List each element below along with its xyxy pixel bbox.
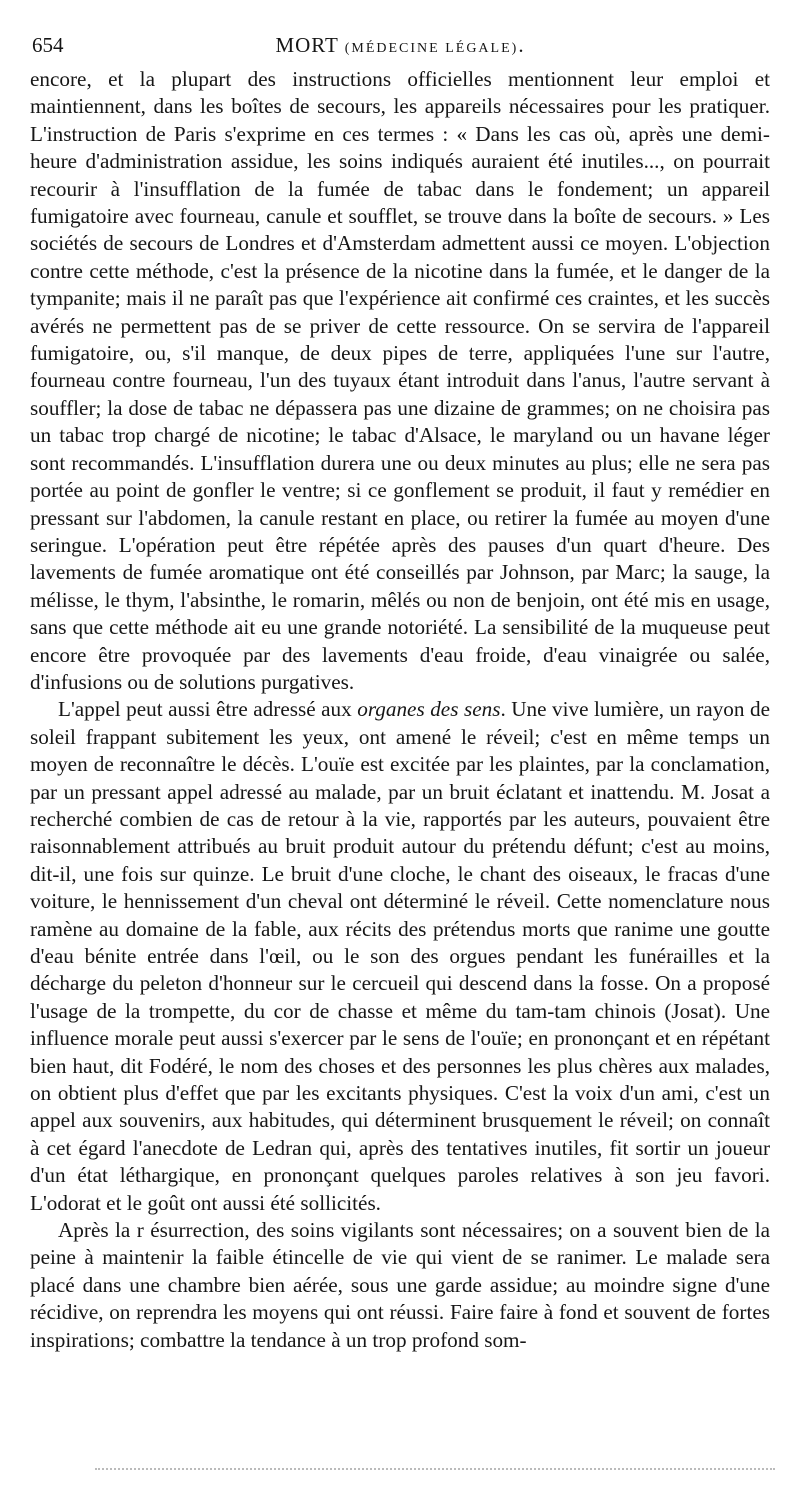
paragraph-resurrection: Après la r ésurrection, des soins vigilants sont nécessaires; on a souvent bien de la peine à maintenir la faible étincelle de vie qui vient de se ranimer. Le malade sera placé dans une chambre bien aérée, sous une garde assidue; au moindre signe d'une récidive, on reprendra les moyens qui ont réussi. Faire faire à fond et souvent de fortes inspirations; combattre la tendance à un trop profond som- <box>30 1218 770 1352</box>
running-title-main: MORT <box>275 33 339 57</box>
body-text <box>30 66 770 1354</box>
paragraph-text-rest: . Une vive lumière, un rayon de soleil frappant subitement les yeux, ont amené le réveil; c'est en même temps un moyen de reconnaître le décès. L'ouïe est excitée par les plaintes, par la conclamation, par un pressant appel adressé au malade, par un bruit éclatant et inattendu. M. Josat a recherché combien de cas de retour à la vie, rapportés par les auteurs, pouvaient être raisonnablement attribués au bruit produit autour du prétendu défunt; c'est au moins, dit-il, une fois sur quinze. Le bruit d'une cloche, le chant des oiseaux, le fracas d'une voiture, le hennissement d'un cheval ont déterminé le réveil. Cette nomenclature nous ramène au domaine de la fable, aux récits des prétendus morts que ranime une goutte d'eau bénite entrée dans l'œil, ou le son des orgues pendant les funérailles et la décharge du peleton d'honneur sur le cercueil qui descend dans la fosse. On a proposé l'usage de la trompette, du cor de chasse et même du tam-tam chinois (Josat). Une influence morale peut aussi s'exercer par le sens de l'ouïe; en prononçant et en répétant bien haut, dit Fodéré, le nom des choses et des personnes les plus chères aux malades, on obtient plus d'effet que par les excitants physiques. C'est la voix d'un ami, c'est un appel aux souvenirs, aux habitudes, qui déterminent brusquement le réveil; on connaît à cet égard l'anecdote de Ledran qui, après des tentatives inutiles, fit sortir un joueur d'un état léthargique, en prononçant quelques paroles relatives à son jeu favori. L'odorat et le goût ont aussi été sollicités. <box>30 697 770 1215</box>
running-title <box>30 28 770 66</box>
running-title-end: . <box>518 33 525 57</box>
paragraph-text-start: L'appel peut aussi être adressé aux <box>58 697 358 722</box>
page-number: 654 <box>32 33 64 57</box>
paragraph-organes-des-sens <box>30 696 770 1217</box>
paragraph-continued: encore, et la plupart des instructions officielles mentionnent leur emploi et maintiennent, dans les boîtes de secours, les appareils nécessaires pour les pratiquer. L'instruction de Paris s'exprime en ces termes : « Dans les cas où, après une demi-heure d'administration assidue, les soins indiqués auraient été inutiles..., on pourrait recourir à l'insufflation de la fumée de tabac dans le fondement; un appareil fumigatoire avec fourneau, canule et soufflet, se trouve dans la boîte de secours. » Les sociétés de secours de Londres et d'Amsterdam admettent aussi ce moyen. L'objection contre cette méthode, c'est la présence de la nicotine dans la fumée, et le danger de la tympanite; mais il ne paraît pas que l'expérience ait confirmé ces craintes, et les succès avérés ne permettent pas de se priver de cette ressource. On se servira de l'appareil fumigatoire, ou, s'il manque, de deux pipes de terre, appliquées l'une sur l'autre, fourneau contre fourneau, l'un des tuyaux étant introduit dans l'anus, l'autre servant à souffler; la dose de tabac ne dépassera pas une dizaine de grammes; on ne choisira pas un tabac trop chargé de nicotine; le tabac d'Alsace, le maryland ou un havane léger sont recommandés. L'insufflation durera une ou deux minutes au plus; elle ne sera pas portée au point de gonfler le ventre; si ce gonflement se produit, il faut y remédier en pressant sur l'abdomen, la canule restant en place, ou retirer la fumée au moyen d'une seringue. L'opération peut être répétée après des pauses d'un quart d'heure. Des lavements de fumée aromatique ont été conseillés par Johnson, par Marc; la sauge, la mélisse, le thym, l'absinthe, le romarin, mêlés ou non de benjoin, ont été mis en usage, sans que cette méthode ait eu une grande notoriété. La sensibilité de la muqueuse peut encore être provoquée par des lavements d'eau froide, d'eau vinaigrée ou salée, d'infusions ou de solutions purgatives. <box>30 67 770 694</box>
running-head <box>30 28 770 62</box>
bottom-dotted-rule <box>95 1468 775 1470</box>
emphasis-organes-des-sens: organes des sens <box>357 697 501 722</box>
running-title-sub: (MÉDECINE LÉGALE) <box>344 41 519 56</box>
document-page <box>30 28 770 1354</box>
